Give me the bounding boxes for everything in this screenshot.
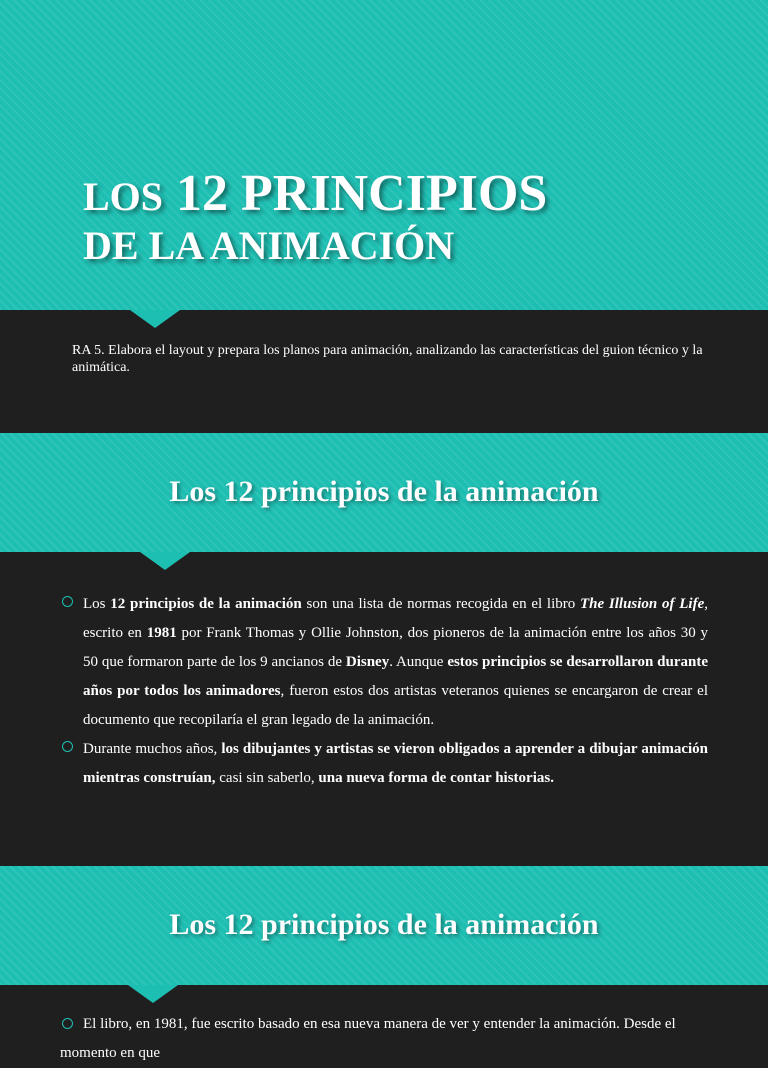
bullet-1-text xyxy=(83,596,708,728)
bullet-item-1 xyxy=(60,590,708,735)
banner-notch xyxy=(130,310,180,328)
bullet1-run-6: por Frank Thomas y Ollie Johnston, dos pioneros de la animación entre los años 30 y 50 que formaron parte de los 9 ancianos de xyxy=(83,625,709,670)
bullet-2-text xyxy=(83,741,708,786)
hollow-circle-bullet-icon xyxy=(62,741,73,752)
section-title-1: Los 12 principios de la animación xyxy=(169,475,599,508)
bullet-list xyxy=(60,590,708,793)
partial-bullet-text: El libro, en 1981, fue escrito basado en esa nueva manera de ver y entender la animación. Desde el momento en que xyxy=(60,1016,676,1061)
slide-title xyxy=(83,165,547,268)
banner-notch xyxy=(140,552,190,570)
bullet2-run-0: Durante muchos años, xyxy=(83,741,222,757)
bullet1-run-3: The Illusion of Life xyxy=(580,596,705,612)
bullet-item-2 xyxy=(60,735,708,793)
bullet1-run-10: , fueron estos dos artistas veteranos quienes se encargaron de crear el documento que recopilaría el gran legado de la animación. xyxy=(83,683,708,728)
bullet2-run-3: una nueva forma de contar historias. xyxy=(318,770,554,786)
title-line-2: DE LA ANIMACIÓN xyxy=(83,223,455,269)
bullet1-run-4: , escrito en xyxy=(83,596,708,641)
title-word-principios: 12 PRINCIPIOS xyxy=(176,165,548,222)
title-word-los: LOS xyxy=(83,174,164,219)
banner-notch xyxy=(128,985,178,1003)
hollow-circle-bullet-icon xyxy=(62,1018,73,1029)
section-title-2: Los 12 principios de la animación xyxy=(169,908,599,941)
bullet1-run-7: Disney xyxy=(345,654,390,670)
bullet2-run-2: casi sin saberlo, xyxy=(215,770,319,786)
bullet2-run-1: los dibujantes y artistas se vieron obligados a aprender a dibujar animación mientras construían, xyxy=(83,741,708,786)
bullet1-run-5: 1981 xyxy=(146,625,177,641)
partial-bullet xyxy=(60,1010,708,1061)
slide-subtitle: RA 5. Elabora el layout y prepara los planos para animación, analizando las características del guion técnico y la animática. xyxy=(72,343,703,375)
bullet1-run-2: son una lista de normas recogida en el libro xyxy=(301,596,580,612)
bullet1-run-1: 12 principios de la animación xyxy=(110,596,302,612)
bullet1-run-0: Los xyxy=(83,596,111,612)
bullet1-run-9: estos principios se desarrollaron durante años por todos los animadores xyxy=(83,654,708,699)
hollow-circle-bullet-icon xyxy=(62,596,73,607)
bullet1-run-8: . Aunque xyxy=(389,654,448,670)
